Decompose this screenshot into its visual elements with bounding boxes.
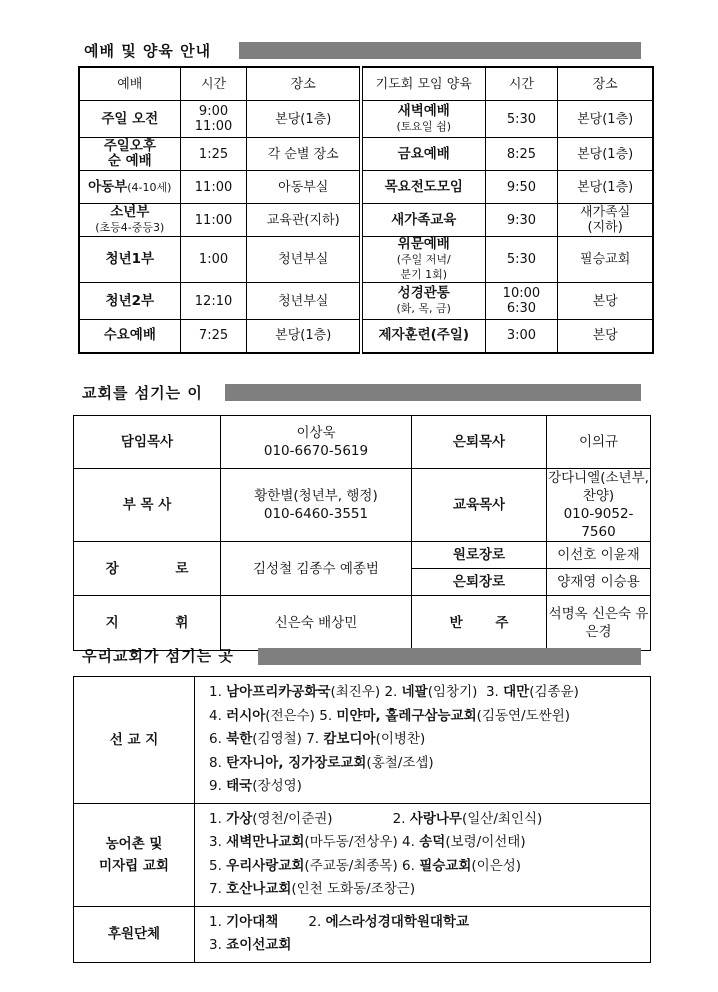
meeting-place-text: 본당 [592,328,618,344]
section-title-text: 교회를 섬기는 이 [82,384,203,402]
list-item [209,752,650,776]
service-time [180,171,247,204]
section-title-text: 우리교회가 섬기는 곳 [82,647,234,665]
service-place [247,101,361,138]
service-name-text: 소년부 [110,204,150,220]
service-name-text: 주일오후 순 예배 [103,138,156,169]
section-title-text: 예배 및 양육 안내 [84,42,212,60]
service-place [247,320,361,353]
senior-pastor-phone: 010-6670-5619 [263,443,369,459]
accompanist-names: 석명옥 신은숙 유은경 [547,596,651,651]
list-text: (인천 도화동/조창근) [291,881,416,897]
meeting-time-text: 9:50 [506,179,537,195]
list-text: 4. [209,707,227,724]
meeting-time-text: 9:30 [506,212,537,228]
list-item [209,705,650,729]
place-name: 필승교회 [419,857,472,874]
service-name-text: 수요예배 [103,327,156,344]
section-bar [258,648,641,665]
service-time [180,283,247,320]
place-name: 기아대책 [226,913,279,930]
service-place-text: 아동부실 [278,179,329,195]
list-text: (일산/최인식) [461,810,543,827]
list-text: 1. [209,684,227,700]
meeting-name [361,204,485,237]
service-name-text: 아동부 [88,178,128,195]
section-title-staff [82,382,203,403]
service-place-text: 교육관(지하) [266,212,340,228]
list-text: 3. [209,834,227,850]
header-cell: 장소 [247,67,361,101]
service-time [180,101,247,138]
education-pastor-cell [547,469,651,542]
list-item [209,775,650,799]
place-name: 캄보디아 [323,731,376,747]
staff-row [74,596,651,651]
list-text: (이병찬) [375,731,426,747]
service-time-text: 11:00 [194,179,233,195]
rural-church-label: 농어촌 및 미자립 교회 [74,803,195,906]
conductor-names: 신은숙 배상민 [221,596,412,651]
list-text: 2. [278,913,326,930]
honorary-elder-names: 이선호 이윤재 [547,542,651,569]
meeting-name [361,237,485,283]
service-name [79,283,180,320]
meeting-time [485,320,558,353]
associate-pastor-phone: 010-6460-3551 [263,506,369,522]
senior-pastor-cell [221,416,412,469]
meeting-name-sub: (주일 저녁/ 분기 1회) [396,253,451,281]
elder-names: 김성철 김종수 예종범 [221,542,412,596]
staff-row [74,416,651,469]
service-place-text: 청년부실 [278,293,329,309]
meeting-place [558,283,653,320]
support-list [195,906,651,962]
service-name-sub: (4-10세) [127,180,172,194]
service-place [247,171,361,204]
meeting-place [558,101,653,138]
service-name [79,101,180,138]
meeting-name-text: 목요전도모임 [384,178,463,195]
worship-row [79,320,653,353]
mission-row [74,677,651,804]
retired-pastor-label: 은퇴목사 [412,416,547,469]
meeting-place [558,171,653,204]
list-item [209,911,650,935]
place-name: 사랑나무 [409,810,462,827]
header-cell: 장소 [558,67,653,101]
place-name: 탄자니아, 징가장로교회 [226,754,367,771]
meeting-place [558,138,653,171]
associate-pastor-cell [221,469,412,542]
meeting-place-text: 새가족실 (지하) [580,205,631,235]
service-time [180,138,247,171]
service-place-text: 본당(1층) [275,111,332,127]
conductor-label: 지 휘 [74,596,221,651]
meeting-time-text: 3:00 [506,328,537,344]
service-name-text: 청년2부 [105,292,155,309]
list-text: (김종윤) [529,684,579,700]
service-time [180,320,247,353]
place-name: 남아프리카공화국 [226,684,331,700]
worship-row [79,171,653,204]
mission-row [74,906,651,962]
list-text: 9. [209,778,227,794]
worship-row [79,204,653,237]
elder-label: 장 로 [74,542,221,596]
place-name: 북한 [226,731,253,747]
meeting-name-text: 금요예배 [397,145,450,162]
mission-row [74,803,651,906]
worship-row [79,138,653,171]
place-name: 호산나교회 [226,881,292,897]
place-name: 태국 [226,778,253,794]
place-name: 새벽만나교회 [226,834,305,850]
meeting-place-text: 본당(1층) [577,111,634,127]
service-place [247,138,361,171]
service-time-text: 9:00 11:00 [194,104,233,134]
service-name-sub-wrap [80,220,180,235]
meeting-place-text: 필승교회 [580,252,631,267]
meeting-name-text: 위문예배 [397,236,450,252]
list-text: (전은수) 5. [265,707,337,724]
list-item [209,831,650,855]
list-text: (마두동/전상우) 4. [304,834,420,850]
meeting-time-text: 5:30 [506,252,537,267]
section-title-worship [84,40,211,61]
service-time-text: 7:25 [198,328,229,344]
list-item [209,728,650,752]
senior-pastor-name: 이상욱 [296,425,336,441]
list-text: 7. [209,881,227,897]
header-cell: 기도회 모임 양육 [361,67,485,101]
list-item [209,934,650,958]
missions-list [195,677,651,804]
meeting-time [485,204,558,237]
list-text: (최진우) 2. [330,684,402,700]
list-item [209,878,650,902]
service-time-text: 11:00 [194,212,233,228]
service-place-text: 각 순별 장소 [267,146,339,162]
section-bar [239,42,641,59]
meeting-name-sub: (화, 목, 금) [396,302,451,315]
list-text: (이은성) [471,857,522,874]
list-text: 6. [209,731,227,747]
place-name: 대만 [503,684,530,700]
staff-table [73,415,651,651]
service-name-text: 주일 오전 [101,110,159,127]
meeting-time-text: 10:00 6:30 [502,286,541,316]
section-title-mission [82,645,234,666]
worship-table [78,66,654,354]
service-time [180,204,247,237]
list-text: 1. [209,913,227,930]
meeting-name [361,101,485,138]
service-name [79,171,180,204]
list-item [209,681,650,705]
rural-church-list [195,803,651,906]
service-name-sub: (초등4-중등3) [95,221,165,234]
list-text: (김동연/도싼윈) [476,707,570,724]
place-name: 에스라성경대학원대학교 [325,913,470,930]
service-place-text: 본당(1층) [275,328,332,344]
list-text: 5. [209,857,227,874]
meeting-name-text: 새벽예배 [397,103,450,119]
place-name: 가상 [226,810,253,827]
meeting-name [361,138,485,171]
education-pastor-phone: 010-9052-7560 [563,506,634,540]
education-pastor-name: 강다니엘(소년부, 찬양) [548,470,649,504]
service-name-text: 청년1부 [105,251,155,267]
education-pastor-label: 교육목사 [412,469,547,542]
missions-label: 선 교 지 [74,677,195,804]
staff-row [74,469,651,542]
service-name [79,204,180,237]
worship-row [79,283,653,320]
retired-elder-names: 양재영 이승용 [547,569,651,596]
meeting-place [558,237,653,283]
honorary-elder-label: 원로장로 [412,542,547,569]
place-name: 미얀마, 홀레구삼능교회 [336,707,477,724]
service-place [247,204,361,237]
senior-pastor-label: 담임목사 [74,416,221,469]
list-text: (영천/이준권) 2. [252,810,410,827]
meeting-time [485,101,558,138]
list-text: (주교동/최종목) 6. [304,857,420,874]
meeting-name [361,320,485,353]
service-place [247,237,361,283]
mission-table [73,676,651,963]
service-place [247,283,361,320]
list-text: (보령/이선태) [445,834,526,850]
worship-row [79,237,653,283]
meeting-name-text: 성경관통 [397,285,450,301]
meeting-place-text: 본당 [592,293,618,309]
meeting-time [485,283,558,320]
service-place-text: 청년부실 [278,252,329,267]
meeting-place [558,320,653,353]
service-time-text: 12:10 [194,293,233,309]
list-text: (임창기) 3. [427,684,504,700]
meeting-time [485,237,558,283]
associate-pastor-label: 부 목 사 [74,469,221,542]
meeting-name-sub: (토요일 쉼) [396,120,452,133]
staff-row [74,542,651,569]
header-cell: 시간 [485,67,558,101]
place-name: 죠이선교회 [226,937,292,953]
service-name [79,138,180,171]
meeting-name [361,283,485,320]
header-cell: 예배 [79,67,180,101]
service-name [79,320,180,353]
meeting-time-text: 8:25 [506,146,537,162]
place-name: 러시아 [226,707,266,724]
service-time [180,237,247,283]
list-item [209,808,650,832]
retired-pastor-name: 이의규 [547,416,651,469]
list-text: 8. [209,754,227,771]
support-label: 후원단체 [74,906,195,962]
meeting-time-text: 5:30 [506,111,537,127]
meeting-name-text: 제자훈련(주일) [378,327,470,344]
meeting-name [361,171,485,204]
worship-row [79,101,653,138]
list-text: 3. [209,937,227,953]
list-text: 1. [209,810,227,827]
meeting-time [485,171,558,204]
meeting-time [485,138,558,171]
meeting-place-text: 본당(1층) [577,179,634,195]
service-time-text: 1:25 [198,146,229,162]
accompanist-label: 반 주 [412,596,547,651]
service-time-text: 1:00 [198,252,229,267]
place-name: 송덕 [419,834,446,850]
list-item [209,855,650,879]
header-cell: 시간 [180,67,247,101]
list-text: (김영철) 7. [252,731,324,747]
place-name: 우리사랑교회 [226,857,305,874]
associate-pastor-name: 황한별(청년부, 행정) [254,488,378,504]
list-text: (장성영) [252,778,302,794]
place-name: 네팔 [401,684,428,700]
meeting-place-text: 본당(1층) [577,146,634,162]
section-bar [225,384,641,401]
retired-elder-label: 은퇴장로 [412,569,547,596]
worship-header-row [79,67,653,101]
service-name [79,237,180,283]
list-text: (홍철/조셉) [366,754,434,771]
meeting-place [558,204,653,237]
meeting-name-text: 새가족교육 [391,211,457,228]
